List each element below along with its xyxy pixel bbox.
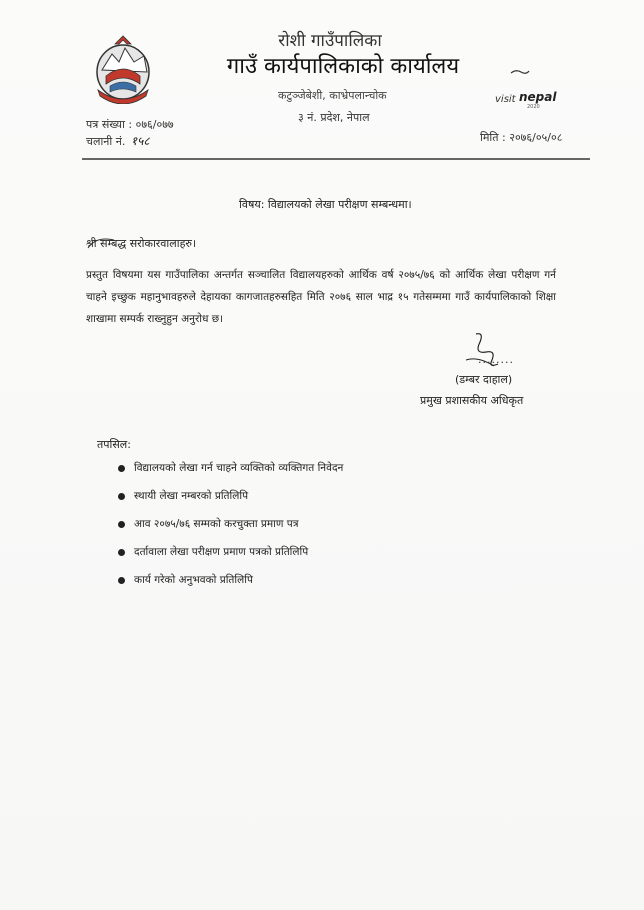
signatory-title: प्रमुख प्रशासकीय अधिकृत	[420, 394, 524, 407]
year-text: 2020	[527, 104, 540, 110]
pen-scribble-icon	[510, 68, 530, 76]
list-item	[118, 458, 518, 486]
office-title: गाउँ कार्यपालिकाको कार्यालय	[226, 54, 460, 79]
list-item	[118, 570, 518, 598]
chalani-value: १५८	[130, 134, 150, 148]
list-item-text: विद्यालयको लेखा गर्न चाहने व्यक्तिको व्यक्तिगत निवेदन	[134, 462, 344, 474]
address-line-1: कटुञ्जेबेशी, काभ्रेपलान्चोक	[278, 89, 387, 102]
list-item-text: कार्य गरेको अनुभवको प्रतिलिपि	[134, 574, 253, 586]
enclosure-heading: तपसिल:	[97, 438, 131, 451]
visit-nepal-logo	[495, 88, 565, 112]
signatory-name: (डम्बर दाहाल)	[455, 373, 513, 386]
chalani-label: चलानी नं.	[86, 135, 126, 148]
list-item	[118, 486, 518, 514]
subject-line: विषय: विद्यालयको लेखा परीक्षण सम्बन्धमा।	[239, 198, 412, 211]
patra-sankhya: पत्र संख्या : ०७६/०७७	[86, 118, 174, 131]
bullet-icon	[118, 493, 125, 500]
list-item	[118, 542, 518, 570]
signature-dots: ........	[478, 353, 514, 366]
nepal-text: nepal	[519, 90, 557, 104]
address-line-2: ३ नं. प्रदेश, नेपाल	[298, 111, 370, 124]
office-name: रोशी गाउँपालिका	[278, 31, 382, 51]
bullet-icon	[118, 465, 125, 472]
letter-body: प्रस्तुत विषयमा यस गाउँपालिका अन्तर्गत सञ्चालित विद्यालयहरुको आर्थिक वर्ष २०७५/७६ को आर्थिक लेखा परीक्षण गर्न चाहने इच्छुक महानुभावहरुले देहायका कागजातहरुसहित मिति २०७६ साल भाद्र १५ गतेसम्ममा गाउँ कार्यपालिकाको शिक्षा शाखामा सम्पर्क राख्नुहुन अनुरोध छ।	[86, 269, 556, 325]
salutation: श्री सम्बद्ध सरोकारवालाहरु।	[86, 237, 197, 250]
header-divider	[82, 158, 590, 160]
enclosure-list	[118, 458, 518, 598]
visit-text: visit	[495, 94, 516, 105]
bullet-icon	[118, 577, 125, 584]
bullet-icon	[118, 549, 125, 556]
list-item-text: दर्तावाला लेखा परीक्षण प्रमाण पत्रको प्रतिलिपि	[134, 546, 309, 558]
nepal-emblem-icon	[92, 32, 154, 104]
bullet-icon	[118, 521, 125, 528]
list-item	[118, 514, 518, 542]
list-item-text: आव २०७५/७६ सम्मको करचुक्ता प्रमाण पत्र	[134, 518, 299, 530]
letter-date: मिति : २०७६/०५/०८	[480, 131, 563, 144]
chalani-number	[86, 132, 150, 149]
list-item-text: स्थायी लेखा नम्बरको प्रतिलिपि	[134, 490, 249, 502]
